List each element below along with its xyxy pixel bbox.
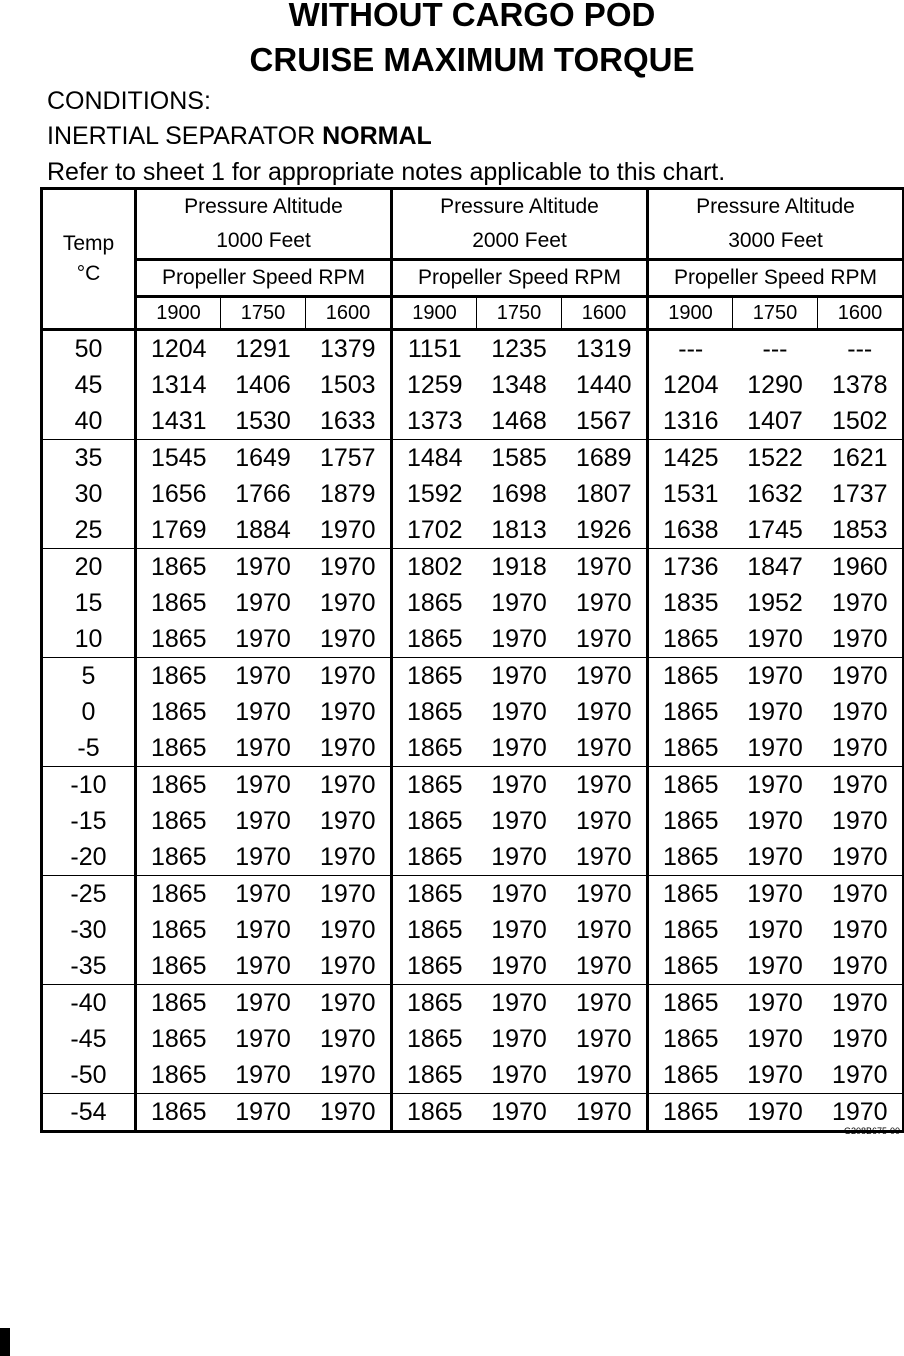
torque-value-cell: 1970 — [747, 952, 803, 980]
altitude-value-3000: 3000 Feet — [648, 224, 904, 260]
torque-value-cell: 1522 — [733, 440, 818, 477]
temp-cell: -20 — [42, 839, 136, 876]
torque-value-cell: 1970 — [818, 839, 904, 876]
torque-value-cell: 1970 — [491, 734, 547, 762]
rpm-value: 1900 — [136, 297, 221, 330]
torque-value-cell: 1970 — [306, 985, 392, 1022]
chart-title-line2: CRUISE MAXIMUM TORQUE — [249, 41, 695, 78]
torque-value-cell: 1865 — [648, 658, 733, 695]
torque-value-cell: 1970 — [562, 658, 648, 695]
torque-value-cell: 1970 — [818, 694, 904, 730]
torque-value-cell: 1970 — [477, 985, 562, 1022]
torque-value-cell: 1865 — [136, 985, 221, 1022]
torque-value-cell: 1970 — [747, 843, 803, 871]
temp-cell: -25 — [42, 876, 136, 913]
torque-value-cell: 1970 — [306, 912, 392, 948]
temp-cell: -30 — [42, 912, 136, 948]
torque-value-cell: 1970 — [747, 698, 803, 726]
torque-value-cell: 1970 — [818, 585, 904, 621]
torque-value-cell: --- — [762, 335, 788, 363]
torque-value-cell: 1970 — [562, 912, 648, 948]
torque-value-cell: 1290 — [747, 371, 803, 399]
torque-value-cell: 1970 — [235, 807, 291, 835]
torque-value-cell: 1970 — [747, 625, 803, 653]
torque-value-cell: 1970 — [491, 1025, 547, 1053]
table-row — [42, 549, 904, 586]
table-row — [42, 912, 904, 948]
table-row — [42, 621, 904, 658]
torque-value-cell: 1865 — [406, 1025, 463, 1053]
torque-value-cell: 1970 — [491, 698, 547, 726]
torque-value-cell: 1373 — [406, 407, 463, 435]
torque-value-cell: 1970 — [733, 767, 818, 804]
torque-value-cell: 1970 — [818, 876, 904, 913]
torque-value-cell: 1970 — [747, 916, 803, 944]
torque-value-cell: 1960 — [818, 549, 904, 586]
torque-value-cell: 1970 — [562, 694, 648, 730]
torque-value-cell: 1649 — [221, 440, 306, 477]
torque-value-cell: 1970 — [235, 843, 291, 871]
torque-value-cell: 1970 — [491, 589, 547, 617]
torque-value-cell: 1970 — [235, 916, 291, 944]
torque-value-cell: 1865 — [136, 549, 221, 586]
torque-value-cell: 1431 — [150, 407, 207, 435]
temp-cell: -5 — [42, 730, 136, 767]
torque-value-cell: 1970 — [306, 839, 392, 876]
torque-value-cell: 1884 — [235, 516, 291, 544]
torque-value-cell: 1970 — [818, 621, 904, 658]
torque-value-cell: 1865 — [406, 807, 463, 835]
rpm-label-3000: Propeller Speed RPM — [648, 260, 904, 297]
temp-header-label: Temp — [62, 232, 115, 255]
chart-title-line1: WITHOUT CARGO POD — [288, 0, 656, 33]
torque-value-cell: --- — [678, 335, 704, 363]
torque-value-cell: 1970 — [306, 876, 392, 913]
torque-value-cell: 1970 — [491, 916, 547, 944]
table-row — [42, 330, 904, 368]
table-row — [42, 658, 904, 695]
torque-value-cell: 1970 — [491, 625, 547, 653]
torque-value-cell: 1970 — [562, 876, 648, 913]
torque-value-cell: 1865 — [662, 807, 719, 835]
torque-value-cell: 1970 — [477, 767, 562, 804]
torque-value-cell: 1970 — [491, 952, 547, 980]
torque-value-cell: --- — [818, 330, 904, 368]
torque-value-cell: 1502 — [818, 403, 904, 440]
torque-value-cell: 1865 — [150, 1061, 207, 1089]
torque-value-cell: 1865 — [150, 698, 207, 726]
torque-value-cell: 1865 — [648, 876, 733, 913]
torque-value-cell: 1970 — [235, 1061, 291, 1089]
temp-cell: 10 — [42, 621, 136, 658]
torque-value-cell: 1835 — [662, 589, 719, 617]
torque-value-cell: 1865 — [406, 916, 463, 944]
torque-value-cell: 1592 — [406, 480, 463, 508]
table-row — [42, 839, 904, 876]
torque-value-cell: 1970 — [477, 876, 562, 913]
rpm-value: 1900 — [648, 297, 733, 330]
torque-value-cell: 1970 — [562, 767, 648, 804]
torque-value-cell: 1689 — [562, 440, 648, 477]
page-edge-mark — [0, 1328, 10, 1356]
torque-value-cell: 1970 — [306, 658, 392, 695]
torque-value-cell: 1970 — [221, 1094, 306, 1132]
torque-value-cell: 1633 — [306, 403, 392, 440]
torque-value-cell: 1656 — [150, 480, 207, 508]
altitude-header-3000: Pressure Altitude — [648, 189, 904, 225]
torque-value-cell: 1865 — [662, 1061, 719, 1089]
temp-cell: -54 — [42, 1094, 136, 1132]
table-row — [42, 1094, 904, 1132]
torque-value-cell: 1970 — [235, 734, 291, 762]
temp-cell: 15 — [42, 585, 136, 621]
torque-value-cell: 1757 — [306, 440, 392, 477]
torque-value-cell: 1970 — [221, 658, 306, 695]
torque-value-cell: 1865 — [136, 658, 221, 695]
torque-value-cell: 1865 — [662, 916, 719, 944]
torque-value-cell: 1970 — [306, 948, 392, 985]
table-row — [42, 876, 904, 913]
torque-value-cell: 1865 — [406, 589, 463, 617]
temp-cell: 30 — [42, 476, 136, 512]
table-row — [42, 367, 904, 403]
torque-value-cell: 1970 — [818, 730, 904, 767]
torque-value-cell: 1204 — [662, 371, 719, 399]
torque-value-cell: 1865 — [150, 625, 207, 653]
torque-value-cell: 1970 — [235, 625, 291, 653]
torque-value-cell: 1638 — [662, 516, 719, 544]
torque-value-cell: 1702 — [406, 516, 463, 544]
torque-value-cell: 1970 — [818, 803, 904, 839]
torque-value-cell: 1567 — [562, 403, 648, 440]
torque-value-cell: 1970 — [491, 843, 547, 871]
rpm-label-2000: Propeller Speed RPM — [392, 260, 648, 297]
torque-value-cell: 1970 — [818, 1057, 904, 1094]
torque-value-cell: 1970 — [491, 807, 547, 835]
torque-value-cell: 1865 — [406, 734, 463, 762]
torque-value-cell: 1970 — [818, 912, 904, 948]
torque-value-cell: 1970 — [235, 1025, 291, 1053]
torque-value-cell: 1865 — [662, 843, 719, 871]
table-row — [42, 512, 904, 549]
torque-value-cell: 1879 — [306, 476, 392, 512]
torque-value-cell: 1319 — [562, 330, 648, 368]
torque-value-cell: 1970 — [491, 1061, 547, 1089]
rpm-value: 1750 — [477, 297, 562, 330]
altitude-header-2000: Pressure Altitude — [392, 189, 648, 225]
torque-value-cell: 1865 — [648, 985, 733, 1022]
rpm-value: 1900 — [392, 297, 477, 330]
temp-cell: 50 — [42, 330, 136, 368]
temp-cell: 45 — [42, 367, 136, 403]
torque-value-cell: 1970 — [818, 948, 904, 985]
torque-value-cell: 1970 — [562, 803, 648, 839]
torque-value-cell: 1259 — [406, 371, 463, 399]
torque-value-cell: 1531 — [662, 480, 719, 508]
table-row — [42, 1021, 904, 1057]
torque-value-cell: 1585 — [477, 440, 562, 477]
torque-value-cell: 1970 — [562, 839, 648, 876]
torque-value-cell: 1970 — [477, 658, 562, 695]
torque-value-cell: 1865 — [648, 1094, 733, 1132]
torque-value-cell: 1970 — [306, 803, 392, 839]
table-row — [42, 767, 904, 804]
torque-value-cell: 1970 — [562, 621, 648, 658]
torque-value-cell: 1970 — [562, 730, 648, 767]
torque-value-cell: 1970 — [562, 1021, 648, 1057]
altitude-value-2000: 2000 Feet — [392, 224, 648, 260]
separator-condition — [47, 121, 432, 151]
table-row — [42, 803, 904, 839]
torque-value-cell: 1865 — [150, 807, 207, 835]
torque-value-cell: 1918 — [477, 549, 562, 586]
torque-value-cell: 1865 — [406, 625, 463, 653]
torque-value-cell: 1865 — [392, 876, 477, 913]
torque-value-cell: 1865 — [150, 916, 207, 944]
table-row — [42, 985, 904, 1022]
torque-value-cell: 1847 — [733, 549, 818, 586]
rpm-value: 1750 — [733, 297, 818, 330]
torque-table — [40, 187, 904, 1133]
torque-value-cell: 1970 — [733, 985, 818, 1022]
torque-value-cell: 1970 — [747, 1061, 803, 1089]
temp-header — [42, 189, 136, 330]
torque-value-cell: 1970 — [562, 985, 648, 1022]
torque-value-cell: 1970 — [235, 952, 291, 980]
torque-value-cell: 1865 — [392, 767, 477, 804]
table-row — [42, 730, 904, 767]
torque-value-cell: 1970 — [306, 767, 392, 804]
torque-value-cell: 1865 — [136, 1094, 221, 1132]
temp-cell: 35 — [42, 440, 136, 477]
rpm-value: 1600 — [306, 297, 392, 330]
torque-value-cell: 1865 — [136, 876, 221, 913]
torque-value-cell: 1970 — [818, 767, 904, 804]
torque-value-cell: 1970 — [306, 621, 392, 658]
torque-value-cell: 1970 — [477, 1094, 562, 1132]
torque-value-cell: 1865 — [150, 952, 207, 980]
torque-value-cell: 1865 — [662, 734, 719, 762]
torque-value-cell: 1314 — [150, 371, 207, 399]
reference-note: Refer to sheet 1 for appropriate notes applicable to this chart. — [47, 158, 726, 186]
separator-prefix: INERTIAL SEPARATOR — [47, 122, 323, 150]
torque-value-cell: 1970 — [306, 1021, 392, 1057]
torque-value-cell: 1970 — [562, 549, 648, 586]
torque-value-cell: 1970 — [818, 658, 904, 695]
altitude-header-1000: Pressure Altitude — [136, 189, 392, 225]
torque-value-cell: 1970 — [562, 585, 648, 621]
torque-value-cell: 1807 — [562, 476, 648, 512]
torque-value-cell: 1970 — [562, 1057, 648, 1094]
torque-value-cell: 1970 — [747, 1025, 803, 1053]
torque-value-cell: 1970 — [306, 549, 392, 586]
torque-value-cell: 1970 — [306, 1094, 392, 1132]
figure-code: G208B675-00 — [843, 1126, 900, 1136]
torque-value-cell: 1865 — [406, 843, 463, 871]
torque-value-cell: 1503 — [306, 367, 392, 403]
torque-value-cell: 1865 — [136, 767, 221, 804]
torque-value-cell: 1865 — [406, 952, 463, 980]
torque-value-cell: 1970 — [221, 767, 306, 804]
temp-cell: 40 — [42, 403, 136, 440]
torque-value-cell: 1745 — [747, 516, 803, 544]
torque-value-cell: 1970 — [306, 1057, 392, 1094]
temp-cell: -35 — [42, 948, 136, 985]
torque-value-cell: 1545 — [136, 440, 221, 477]
torque-value-cell: 1970 — [221, 876, 306, 913]
torque-value-cell: 1530 — [235, 407, 291, 435]
torque-value-cell: 1970 — [818, 1021, 904, 1057]
torque-value-cell: 1970 — [747, 734, 803, 762]
table-row — [42, 1057, 904, 1094]
torque-value-cell: 1970 — [306, 585, 392, 621]
torque-value-cell: 1440 — [562, 367, 648, 403]
torque-value-cell: 1766 — [235, 480, 291, 508]
torque-value-cell: 1970 — [733, 876, 818, 913]
table-row — [42, 694, 904, 730]
rpm-value: 1750 — [221, 297, 306, 330]
torque-value-cell: 1235 — [491, 335, 547, 363]
temp-cell: -10 — [42, 767, 136, 804]
temp-cell: 5 — [42, 658, 136, 695]
torque-value-cell: 1865 — [392, 658, 477, 695]
rpm-value: 1600 — [562, 297, 648, 330]
torque-value-cell: 1865 — [150, 589, 207, 617]
table-row — [42, 440, 904, 477]
torque-value-cell: 1970 — [306, 694, 392, 730]
torque-value-cell: 1407 — [747, 407, 803, 435]
torque-value-cell: 1970 — [818, 1094, 904, 1132]
torque-value-cell: 1468 — [491, 407, 547, 435]
temp-cell: 25 — [42, 512, 136, 549]
torque-value-cell: 1970 — [747, 807, 803, 835]
torque-value-cell: 1151 — [407, 335, 462, 363]
table-row — [42, 948, 904, 985]
torque-value-cell: 1379 — [306, 330, 392, 368]
torque-value-cell: 1865 — [662, 952, 719, 980]
torque-value-cell: 1970 — [818, 985, 904, 1022]
torque-value-cell: 1865 — [662, 1025, 719, 1053]
torque-value-cell: 1970 — [306, 730, 392, 767]
altitude-value-1000: 1000 Feet — [136, 224, 392, 260]
temp-cell: -40 — [42, 985, 136, 1022]
torque-value-cell: 1802 — [392, 549, 477, 586]
torque-value-cell: 1316 — [662, 407, 719, 435]
torque-value-cell: 1970 — [306, 512, 392, 549]
torque-value-cell: 1484 — [392, 440, 477, 477]
torque-value-cell: 1204 — [150, 335, 207, 363]
table-row — [42, 585, 904, 621]
torque-value-cell: 1865 — [406, 698, 463, 726]
conditions-label: CONDITIONS: — [47, 87, 211, 115]
torque-value-cell: 1970 — [235, 698, 291, 726]
torque-value-cell: 1632 — [747, 480, 803, 508]
torque-value-cell: 1970 — [733, 1094, 818, 1132]
rpm-label-1000: Propeller Speed RPM — [136, 260, 392, 297]
torque-value-cell: 1865 — [662, 698, 719, 726]
torque-value-cell: 1970 — [562, 948, 648, 985]
torque-value-cell: 1970 — [221, 549, 306, 586]
temp-cell: 0 — [42, 694, 136, 730]
torque-value-cell: 1970 — [733, 658, 818, 695]
torque-value-cell: 1865 — [648, 767, 733, 804]
torque-value-cell: 1736 — [648, 549, 733, 586]
torque-value-cell: 1865 — [392, 985, 477, 1022]
temp-cell: -45 — [42, 1021, 136, 1057]
torque-value-cell: 1769 — [150, 516, 207, 544]
torque-value-cell: 1865 — [392, 1094, 477, 1132]
torque-value-cell: 1813 — [491, 516, 547, 544]
torque-value-cell: 1865 — [406, 1061, 463, 1089]
temp-cell: 20 — [42, 549, 136, 586]
temp-cell: -50 — [42, 1057, 136, 1094]
torque-value-cell: 1698 — [491, 480, 547, 508]
torque-value-cell: 1406 — [235, 371, 291, 399]
torque-value-cell: 1970 — [235, 589, 291, 617]
torque-value-cell: 1378 — [818, 367, 904, 403]
torque-value-cell: 1348 — [491, 371, 547, 399]
torque-value-cell: 1952 — [747, 589, 803, 617]
torque-value-cell: 1970 — [221, 985, 306, 1022]
temp-cell: -15 — [42, 803, 136, 839]
torque-value-cell: 1425 — [648, 440, 733, 477]
torque-value-cell: 1865 — [150, 1025, 207, 1053]
torque-value-cell: 1853 — [818, 512, 904, 549]
torque-value-cell: 1737 — [818, 476, 904, 512]
rpm-value: 1600 — [818, 297, 904, 330]
torque-value-cell: 1865 — [150, 734, 207, 762]
torque-value-cell: 1970 — [562, 1094, 648, 1132]
table-row — [42, 476, 904, 512]
temp-header-unit: °C — [76, 262, 101, 285]
torque-value-cell: 1926 — [562, 512, 648, 549]
torque-value-cell: 1865 — [662, 625, 719, 653]
torque-value-cell: 1621 — [818, 440, 904, 477]
torque-value-cell: 1291 — [235, 335, 291, 363]
separator-value: NORMAL — [322, 122, 432, 150]
torque-value-cell: 1865 — [150, 843, 207, 871]
table-row — [42, 403, 904, 440]
rpm-values-row — [42, 297, 904, 330]
